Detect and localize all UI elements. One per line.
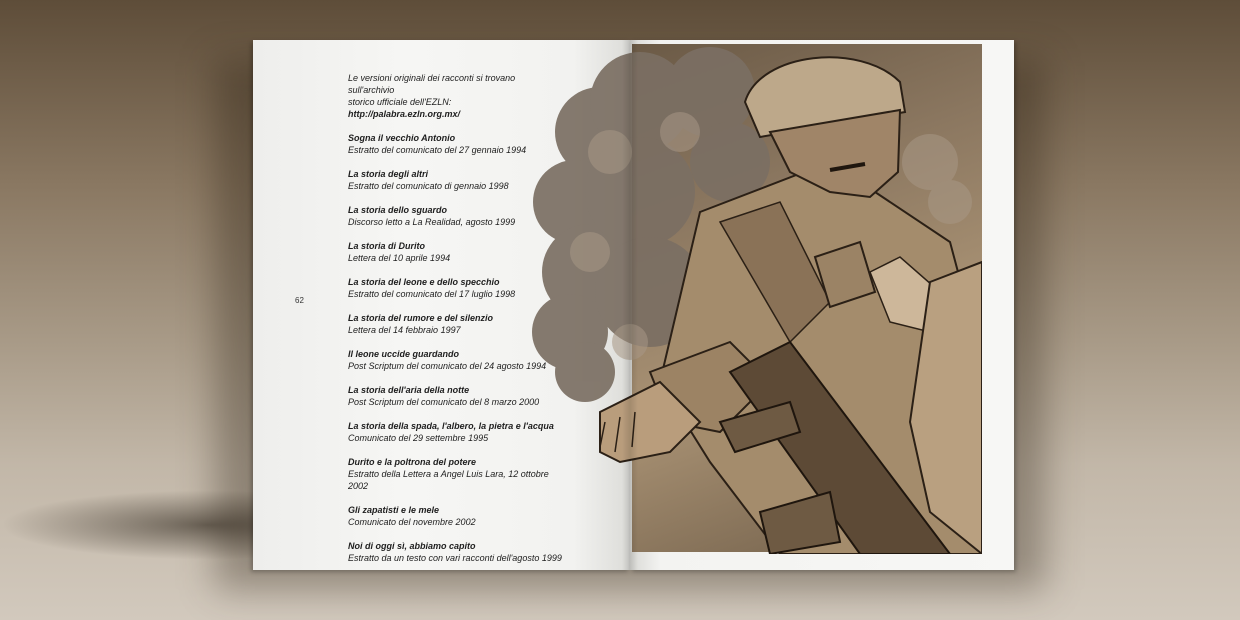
story-entry (348, 312, 563, 336)
story-title: Noi di oggi sì, abbiamo capito (348, 541, 476, 551)
story-entry (348, 240, 563, 264)
story-title: Sogna il vecchio Antonio (348, 133, 456, 143)
story-entry (348, 420, 563, 444)
story-title: La storia dello sguardo (348, 205, 448, 215)
story-source: Lettera del 14 febbraio 1997 (348, 325, 461, 335)
story-title: Il leone uccide guardando (348, 349, 460, 359)
page-number: 62 (295, 296, 304, 305)
story-source: Comunicato del novembre 2002 (348, 517, 476, 527)
story-source: Post Scriptum del comunicato del 24 agosto 1994 (348, 361, 547, 371)
story-entry (348, 384, 563, 408)
story-source: Comunicato del 29 settembre 1995 (348, 433, 489, 443)
story-entry (348, 456, 563, 492)
story-title: La storia di Durito (348, 241, 426, 251)
story-entry (348, 348, 563, 372)
story-source: Post Scriptum del comunicato del 8 marzo 2000 (348, 397, 540, 407)
floor-shadow (0, 490, 260, 560)
story-list (348, 132, 563, 564)
story-entry (348, 132, 563, 156)
soldier-illustration (530, 42, 982, 554)
story-source: Estratto del comunicato del 27 gennaio 1994 (348, 145, 527, 155)
story-entry (348, 540, 563, 564)
story-source: Estratto del comunicato del 17 luglio 1998 (348, 289, 516, 299)
archive-url: http://palabra.ezln.org.mx/ (348, 109, 461, 119)
intro-line: Le versioni originali dei racconti si trovano sull'archivio (348, 73, 516, 95)
story-source: Discorso letto a La Realidad, agosto 1999 (348, 217, 516, 227)
story-title: Gli zapatisti e le mele (348, 505, 440, 515)
story-title: La storia del leone e dello specchio (348, 277, 500, 287)
intro-line: storico ufficiale dell'EZLN: (348, 97, 452, 107)
intro-paragraph (348, 72, 563, 120)
book-gutter (622, 40, 638, 570)
story-entry (348, 276, 563, 300)
story-source: Estratto da un testo con vari racconti dell'agosto 1999 (348, 553, 562, 563)
story-source: Estratto della Lettera a Angel Luis Lara, 12 ottobre 2002 (348, 469, 549, 491)
story-title: La storia dell'aria della notte (348, 385, 470, 395)
story-source: Estratto del comunicato di gennaio 1998 (348, 181, 509, 191)
story-source: Lettera del 10 aprile 1994 (348, 253, 451, 263)
story-entry (348, 504, 563, 528)
story-title: La storia degli altri (348, 169, 429, 179)
story-title: La storia della spada, l'albero, la pietra e l'acqua (348, 421, 554, 431)
table-of-contents (348, 72, 563, 576)
story-entry (348, 168, 563, 192)
story-entry (348, 204, 563, 228)
story-title: Durito e la poltrona del potere (348, 457, 477, 467)
story-title: La storia del rumore e del silenzio (348, 313, 494, 323)
